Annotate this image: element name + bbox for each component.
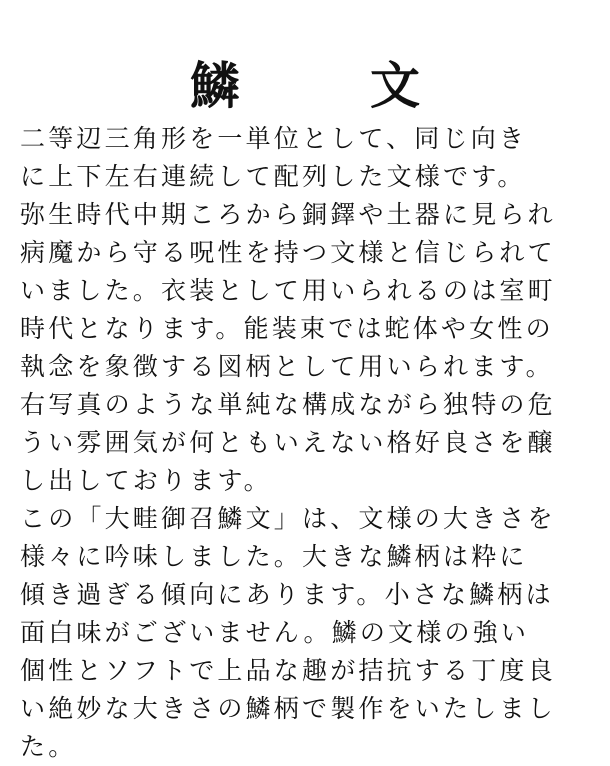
body-line: 二等辺三角形を一単位として、同じ向き [20,124,528,153]
body-line: 時代となります。能装束では蛇体や女性の [20,314,554,343]
body-line: 病魔から守る呪性を持つ文様と信じられて [20,238,556,267]
body-line: 弥生時代中期ころから銅鐸や土器に見られ [20,200,556,229]
document-title: 鱗 文 [190,55,460,115]
body-line: 様々に吟味しました。大きな鱗柄は粋に [20,542,528,571]
body-line: し出しております。 [20,466,272,495]
body-line: この「大畦御召鱗文」は、文様の大きさを [20,504,556,533]
body-line: いました。衣装として用いられるのは室町 [20,276,556,305]
body-line: 傾き過ぎる傾向にあります。小さな鱗柄は [20,580,554,609]
document-body [20,120,600,766]
body-line: 執念を象徴する図柄として用いられます。 [20,352,554,381]
body-line: 面白味がございません。鱗の文様の強い [20,618,530,647]
body-line: に上下左右連続して配列した文様です。 [20,162,526,191]
body-line: た。 [20,732,77,761]
body-line: うい雰囲気が何ともいえない格好良さを醸 [20,428,556,457]
body-line: 右写真のような単純な構成ながら独特の危 [20,390,556,419]
body-line: い絶妙な大きさの鱗柄で製作をいたしまし [20,694,556,723]
body-line: 個性とソフトで上品な趣が拮抗する丁度良 [20,656,556,685]
